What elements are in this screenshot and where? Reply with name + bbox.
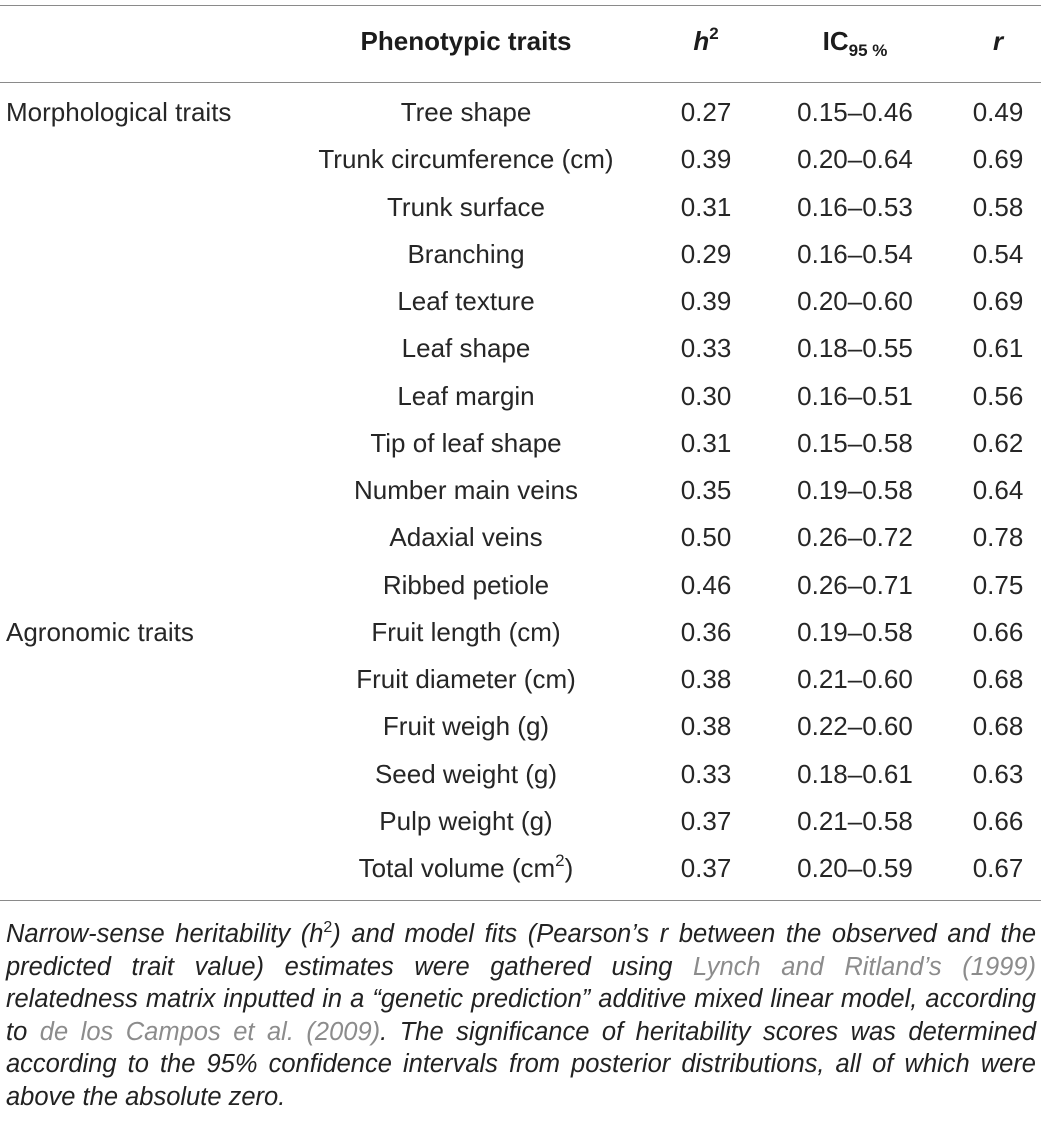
row-r-value: 0.58: [972, 191, 1024, 222]
header-r: [960, 5, 1036, 82]
row-h2-value: 0.46: [680, 569, 732, 600]
header-ic-sub: 95 %: [848, 41, 888, 60]
row-r-value: 0.66: [972, 616, 1024, 647]
row-trait-name: Ribbed petiole: [382, 569, 550, 600]
row-ic95-value: 0.26–0.72: [797, 522, 913, 553]
row-ic95-value: 0.16–0.53: [797, 191, 913, 222]
row-ic95-value: 0.15–0.46: [797, 97, 913, 127]
table-row: [0, 420, 1041, 467]
table-row: [0, 514, 1041, 561]
caption-link-lynch-ritland[interactable]: Lynch and Ritland’s (1999): [693, 952, 1036, 981]
row-trait-name: Pulp weight (g): [379, 805, 553, 836]
row-ic95-value: 0.18–0.61: [797, 758, 913, 789]
row-trait: [308, 609, 624, 656]
table-row: [0, 231, 1041, 278]
row-ic95-value: 0.19–0.58: [797, 475, 913, 505]
row-h2-value: 0.30: [680, 380, 732, 411]
row-trait-name: Fruit weigh (g): [382, 711, 550, 742]
row-trait-name: Trunk surface: [387, 191, 545, 222]
header-h2-sup: 2: [709, 24, 719, 43]
row-h2-value: 0.31: [680, 191, 732, 222]
row-group-label: Morphological traits: [6, 97, 232, 127]
row-h2-value: 0.36: [680, 616, 732, 647]
table-row: [0, 703, 1041, 750]
row-group-label: [6, 278, 306, 325]
row-trait-name: Branching: [407, 238, 525, 269]
row-r-value: 0.69: [972, 286, 1024, 316]
header-h2: [666, 5, 746, 82]
row-ic95-value: 0.20–0.59: [797, 853, 913, 883]
table-row: [0, 656, 1041, 703]
header-ic-base: IC: [822, 26, 849, 56]
row-group-label: [6, 798, 306, 845]
row-trait-name: Fruit length (cm): [371, 616, 561, 647]
row-r-value: 0.75: [972, 569, 1024, 600]
caption-link-de-los-campos[interactable]: de los Campos et al. (2009): [39, 1017, 381, 1046]
row-trait: [308, 231, 624, 278]
row-h2-value: 0.31: [680, 427, 732, 458]
row-trait-name: Tip of leaf shape: [370, 427, 562, 458]
row-trait-name: Adaxial veins: [389, 522, 543, 553]
table-bottom-rule: [0, 900, 1041, 901]
row-r-value: 0.56: [972, 380, 1024, 411]
row-r-value: 0.68: [972, 711, 1024, 742]
row-ic95-value: 0.22–0.60: [797, 711, 913, 742]
table-header-row: [0, 5, 1041, 82]
table-row: [0, 751, 1041, 798]
caption-part2: ) and model fits (Pearson’s r between the observed and the predicted trait value) estimates were gathered using: [6, 920, 1037, 981]
row-r-value: 0.64: [972, 475, 1024, 505]
row-ic95-value: 0.20–0.60: [797, 286, 913, 316]
row-trait: [308, 845, 624, 892]
table-row: [0, 845, 1041, 892]
row-trait: [308, 514, 624, 561]
row-group-label: [6, 751, 306, 798]
row-ic95-value: 0.26–0.71: [797, 569, 913, 600]
row-h2-value: 0.38: [680, 711, 732, 742]
row-group-label: [6, 373, 306, 420]
row-group-label: [6, 514, 306, 561]
row-h2-value: 0.37: [680, 853, 732, 883]
row-r-value: 0.54: [972, 238, 1024, 269]
row-trait-name: Leaf shape: [401, 333, 531, 364]
row-ic95-value: 0.16–0.54: [797, 238, 913, 269]
row-group-label: [6, 467, 306, 514]
row-group-label: [6, 184, 306, 231]
row-h2-value: 0.29: [680, 238, 732, 269]
row-trait: [308, 562, 624, 609]
row-ic95-value: 0.19–0.58: [797, 616, 913, 647]
row-group-label: [6, 703, 306, 750]
row-group-label: [6, 562, 306, 609]
row-r-value: 0.78: [972, 522, 1024, 553]
row-r-value: 0.66: [972, 805, 1024, 836]
table-row: [0, 562, 1041, 609]
row-trait-name: Leaf texture: [397, 286, 535, 316]
row-group-label: [6, 656, 306, 703]
table-row: [0, 278, 1041, 325]
row-r-value: 0.49: [972, 97, 1024, 127]
table-row: [0, 373, 1041, 420]
row-h2-value: 0.38: [680, 664, 732, 694]
row-trait-name: Fruit diameter (cm): [356, 664, 576, 694]
row-r-value: 0.63: [972, 758, 1024, 789]
table-row: [0, 89, 1041, 136]
row-trait-name: Leaf margin: [397, 380, 535, 411]
header-h2-base: h: [693, 26, 710, 56]
row-h2-value: 0.27: [680, 97, 732, 127]
row-h2-value: 0.33: [680, 333, 732, 364]
row-h2-value: 0.33: [680, 758, 732, 789]
table-caption: [6, 918, 1036, 1113]
row-trait: [308, 420, 624, 467]
table-row: [0, 325, 1041, 372]
row-ic95-value: 0.21–0.60: [797, 664, 913, 694]
row-group-label: [6, 845, 306, 892]
row-trait: [308, 703, 624, 750]
table-body: [0, 89, 1041, 892]
row-trait-name: Total volume (cm: [358, 853, 556, 883]
row-trait: [308, 278, 624, 325]
row-trait-name: Trunk circumference (cm): [318, 144, 614, 175]
row-trait-name: Number main veins: [354, 475, 578, 505]
row-trait: [308, 136, 624, 183]
row-trait: [308, 751, 624, 798]
row-h2-value: 0.39: [680, 144, 732, 175]
row-h2-value: 0.35: [680, 475, 732, 505]
row-ic95-value: 0.20–0.64: [797, 144, 913, 175]
row-trait-suffix: ): [564, 853, 574, 883]
caption-part1-sup: 2: [323, 919, 333, 936]
row-trait: [308, 656, 624, 703]
table-row: [0, 609, 1041, 656]
row-group-label: [6, 231, 306, 278]
table-row: [0, 467, 1041, 514]
header-group: [6, 5, 306, 82]
row-trait: [308, 184, 624, 231]
header-r-label: r: [992, 26, 1004, 56]
row-trait: [308, 373, 624, 420]
table-row: [0, 184, 1041, 231]
row-trait: [308, 798, 624, 845]
row-r-value: 0.69: [972, 144, 1024, 175]
row-ic95-value: 0.18–0.55: [797, 333, 913, 364]
caption-part3: relatedness matrix inputted in a “genetic prediction” additive mixed linear model, according to: [6, 985, 1036, 1046]
row-ic95-value: 0.15–0.58: [797, 427, 913, 458]
row-trait-name: Tree shape: [400, 97, 532, 127]
row-r-value: 0.67: [972, 853, 1024, 883]
row-group-label: [6, 136, 306, 183]
row-trait: [308, 89, 624, 136]
row-r-value: 0.61: [972, 333, 1024, 364]
row-r-value: 0.62: [972, 427, 1024, 458]
row-r-value: 0.68: [972, 664, 1024, 694]
row-h2-value: 0.39: [680, 286, 732, 316]
row-h2-value: 0.50: [680, 522, 732, 553]
row-trait-name: Seed weight (g): [374, 758, 558, 789]
row-group-label: Agronomic traits: [6, 616, 194, 647]
header-phenotypic-traits: Phenotypic traits: [360, 26, 572, 56]
table-header-rule: [0, 82, 1041, 83]
row-ic95-value: 0.21–0.58: [797, 805, 913, 836]
table-row: [0, 798, 1041, 845]
caption-part4: . The significance of heritability scores was determined according to the 95% confidence intervals from posterior distributions, all of which were above the absolute zero.: [6, 1017, 1037, 1111]
row-trait: [308, 325, 624, 372]
table-row: [0, 136, 1041, 183]
row-h2-value: 0.37: [680, 805, 732, 836]
row-trait-sup: 2: [555, 851, 565, 870]
row-group-label: [6, 325, 306, 372]
caption-part1: Narrow-sense heritability (h: [6, 920, 324, 948]
row-trait: [308, 467, 624, 514]
row-group-label: [6, 420, 306, 467]
header-ic95: [780, 5, 930, 82]
row-ic95-value: 0.16–0.51: [797, 380, 913, 411]
